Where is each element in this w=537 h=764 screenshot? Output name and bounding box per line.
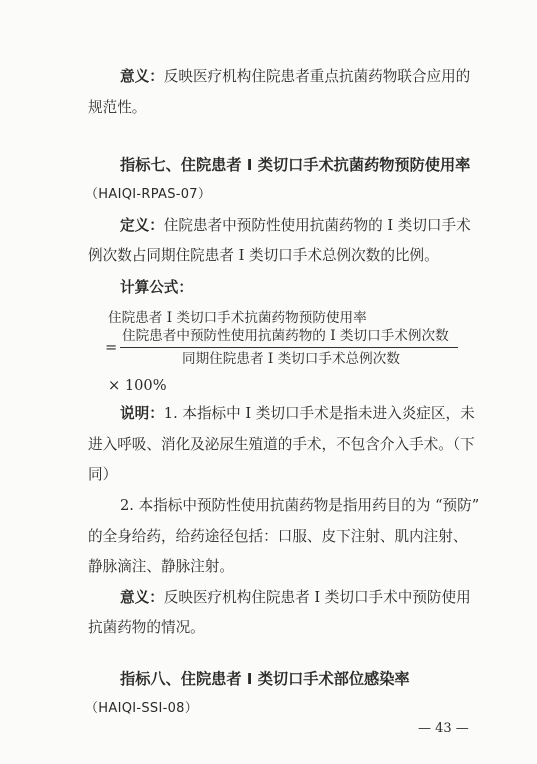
- note-label: 说明：: [120, 405, 164, 422]
- definition-line2: 例次数占同期住院患者 I 类切口手术总例次数的比例。: [88, 247, 439, 264]
- formula-lhs: 住院患者 I 类切口手术抗菌药物预防使用率: [108, 310, 367, 326]
- formula-denominator: 同期住院患者 I 类切口手术总例次数: [182, 351, 400, 367]
- meaning-label: 意义：: [120, 589, 164, 606]
- meaning-line1: [120, 589, 471, 607]
- note2-line2: 的全身给药，给药途径包括：口服、皮下注射、肌内注射、: [88, 528, 468, 545]
- note2-line1: 2. 本指标中预防性使用抗菌药物是指用药目的为 “预防”: [120, 497, 480, 514]
- formula-label: 计算公式：: [120, 279, 193, 296]
- meaning-paragraph-prev: [120, 68, 470, 86]
- note1-line3: 同）: [88, 466, 118, 483]
- formula-numerator: 住院患者中预防性使用抗菌药物的 I 类切口手术例次数: [122, 328, 449, 344]
- meaning-label-prev: 意义：: [120, 68, 164, 85]
- definition-label: 定义：: [120, 217, 164, 234]
- meaning-text-prev-cont: 规范性。: [88, 99, 147, 116]
- meaning-line2: 抗菌药物的情况。: [88, 619, 205, 636]
- section8-code: （HAIQI-SSI-08）: [85, 701, 199, 716]
- definition-line1: [120, 217, 471, 235]
- note1-line1: [120, 405, 475, 423]
- formula-multiplier: × 100%: [108, 377, 167, 394]
- section7-title: 指标七、住院患者 I 类切口手术抗菌药物预防使用率: [120, 156, 471, 174]
- note1-line2: 进入呼吸、消化及泌尿生殖道的手术，不包含介入手术。（下: [88, 436, 475, 453]
- meaning-text-prev: 反映医疗机构住院患者重点抗菌药物联合应用的: [163, 68, 471, 85]
- meaning-text1: 反映医疗机构住院患者 I 类切口手术中预防使用: [163, 589, 471, 606]
- section8-title: 指标八、住院患者 I 类切口手术部位感染率: [120, 670, 410, 688]
- note1-text1: 1. 本指标中 I 类切口手术是指未进入炎症区，未: [163, 405, 475, 422]
- page-number: — 43 —: [418, 721, 469, 736]
- note2-line3: 静脉滴注、静脉注射。: [88, 558, 234, 575]
- formula-equals: =: [105, 339, 118, 356]
- fraction-bar: [120, 347, 458, 348]
- section7-code: （HAIQI-RPAS-07）: [85, 187, 212, 202]
- definition-text1: 住院患者中预防性使用抗菌药物的 I 类切口手术: [163, 217, 471, 234]
